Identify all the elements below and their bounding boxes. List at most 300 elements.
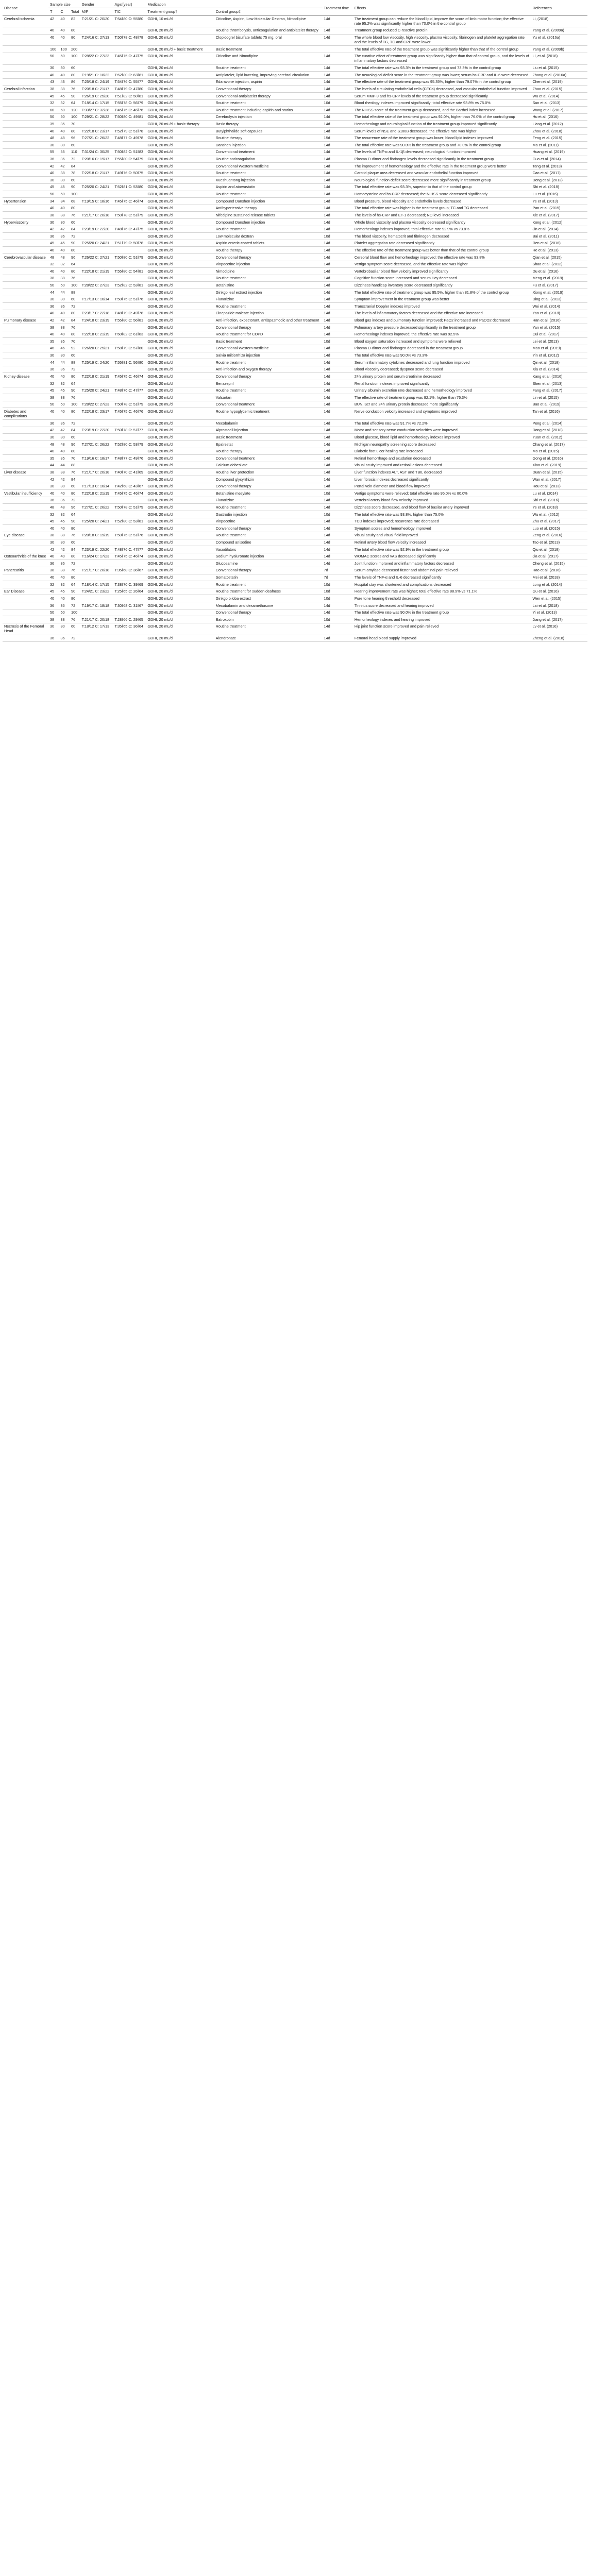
c-count-cell: 36 — [59, 233, 70, 240]
total-cell: 84 — [70, 427, 80, 434]
treatment-time-cell: 14d — [323, 359, 353, 366]
age-range-cell — [113, 121, 146, 128]
sex-ratio-cell: T:24/16 C: 27/13 — [80, 34, 113, 46]
table-row — [3, 275, 587, 282]
sex-ratio-cell — [80, 476, 113, 483]
age-range-cell: T:54‖76 C: 55‖77 — [113, 78, 146, 86]
control-group-cell: Valsartan — [214, 394, 323, 401]
reference-cell: Qian et al. (2015) — [531, 254, 587, 261]
c-count-cell: 38 — [59, 212, 70, 219]
reference-cell: Kong et al. (2012) — [531, 219, 587, 226]
control-group-cell: Gastrodin injection — [214, 511, 323, 518]
sex-ratio-cell: T:17/13 C: 16/14 — [80, 296, 113, 303]
age-range-cell — [113, 380, 146, 387]
age-range-cell: T:42‖68 C: 43‖67 — [113, 483, 146, 490]
sex-ratio-cell: T:27/21 C: 26/22 — [80, 504, 113, 511]
sex-ratio-cell — [80, 366, 113, 373]
control-group-cell: Glucosamine — [214, 560, 323, 567]
total-cell: 100 — [70, 53, 80, 64]
reference-cell: Qin et al. (2018) — [531, 359, 587, 366]
t-count-cell: 36 — [48, 602, 59, 609]
c-count-cell: 40 — [59, 525, 70, 532]
age-range-cell — [113, 352, 146, 359]
total-cell: 88 — [70, 462, 80, 469]
age-range-cell: T:45‖75 C: 46‖74 — [113, 373, 146, 380]
t-count-cell: 42 — [48, 546, 59, 553]
reference-cell: Xia et al. (2014) — [531, 366, 587, 373]
control-group-cell: Anti-infection and oxygen therapy — [214, 366, 323, 373]
sex-ratio-cell — [80, 324, 113, 331]
treatment-time-cell: 14d — [323, 497, 353, 504]
total-cell: 84 — [70, 226, 80, 233]
table-row — [3, 401, 587, 408]
age-range-cell: T:40‖70 C: 41‖69 — [113, 469, 146, 476]
total-cell: 64 — [70, 511, 80, 518]
disease-cell — [3, 93, 48, 100]
control-group-cell: Routine treatment — [214, 64, 323, 72]
disease-cell — [3, 359, 48, 366]
sex-ratio-cell: T:25/19 C: 24/20 — [80, 359, 113, 366]
reference-cell: Lei et al. (2013) — [531, 338, 587, 345]
table-row — [3, 539, 587, 546]
treatment-group-cell: GDHI, 20 mL/d — [146, 441, 214, 448]
treatment-time-cell: 14d — [323, 504, 353, 511]
disease-cell — [3, 401, 48, 408]
treatment-time-cell: 15d — [323, 134, 353, 142]
treatment-group-cell: GDHI, 20 mL/d — [146, 366, 214, 373]
t-count-cell: 30 — [48, 142, 59, 149]
t-count-cell: 48 — [48, 441, 59, 448]
disease-cell: Cerebral ischemia — [3, 15, 48, 27]
treatment-time-cell: 14d — [323, 553, 353, 560]
effects-cell: Renal function indexes improved significantly — [353, 380, 531, 387]
header-mf: M/F — [80, 8, 113, 15]
table-row — [3, 303, 587, 310]
treatment-group-cell: GDHI, 20 mL/d — [146, 387, 214, 394]
disease-cell: Cerebrovascular disease — [3, 254, 48, 261]
effects-cell: Vertigo symptoms were relieved; total effective rate 95.0% vs 80.0% — [353, 490, 531, 497]
c-count-cell: 45 — [59, 183, 70, 191]
t-count-cell: 30 — [48, 539, 59, 546]
effects-cell: The neurological deficit score in the treatment group was lower; serum hs-CRP and IL-6 were decreased — [353, 72, 531, 79]
treatment-time-cell: 14d — [323, 408, 353, 420]
table-row — [3, 469, 587, 476]
effects-cell: Serum inflammatory cytokines decreased and lung function improved — [353, 359, 531, 366]
sex-ratio-cell: T:25/20 C: 24/21 — [80, 387, 113, 394]
effects-cell: Blood viscosity decreased; dyspnea score decreased — [353, 366, 531, 373]
reference-cell: Tang et al. (2013) — [531, 163, 587, 170]
table-row — [3, 289, 587, 296]
age-range-cell — [113, 560, 146, 567]
t-count-cell: 30 — [48, 64, 59, 72]
sex-ratio-cell: T:18/14 C: 17/15 — [80, 99, 113, 107]
c-count-cell: 45 — [59, 240, 70, 247]
age-range-cell — [113, 462, 146, 469]
effects-cell: The total effective rate was 93.3% in the treatment group and 73.3% in the control group — [353, 64, 531, 72]
t-count-cell: 48 — [48, 254, 59, 261]
age-range-cell: T:35‖65 C: 36‖64 — [113, 623, 146, 635]
control-group-cell: Conventional treatment — [214, 148, 323, 156]
total-cell: 64 — [70, 581, 80, 588]
table-row — [3, 128, 587, 135]
sex-ratio-cell: T:26/20 C: 25/21 — [80, 345, 113, 352]
control-group-cell: Low molecular dextran — [214, 233, 323, 240]
age-range-cell — [113, 142, 146, 149]
effects-cell: Hip joint function score improved and pain relieved — [353, 623, 531, 635]
reference-cell: Luo et al. (2015) — [531, 525, 587, 532]
disease-cell: Vestibular insufficiency — [3, 490, 48, 497]
c-count-cell: 30 — [59, 219, 70, 226]
disease-cell — [3, 387, 48, 394]
t-count-cell: 42 — [48, 427, 59, 434]
t-count-cell: 42 — [48, 163, 59, 170]
treatment-group-cell: GDHI, 20 mL/d — [146, 296, 214, 303]
age-range-cell: T:62‖80 C: 63‖81 — [113, 72, 146, 79]
total-cell: 60 — [70, 177, 80, 184]
header-gender: Gender — [80, 0, 113, 8]
reference-cell: Shi et al. (2018) — [531, 183, 587, 191]
sex-ratio-cell — [80, 219, 113, 226]
c-count-cell: 40 — [59, 15, 70, 27]
treatment-group-cell: GDHI, 20 mL/d — [146, 462, 214, 469]
c-count-cell: 50 — [59, 113, 70, 121]
disease-cell — [3, 128, 48, 135]
sex-ratio-cell — [80, 539, 113, 546]
disease-cell — [3, 476, 48, 483]
c-count-cell: 50 — [59, 609, 70, 616]
reference-cell: Yuan et al. (2012) — [531, 434, 587, 441]
effects-cell: Vertigo symptom score decreased, and the effective rate was higher — [353, 261, 531, 268]
t-count-cell: 40 — [48, 170, 59, 177]
table-row — [3, 156, 587, 163]
total-cell: 78 — [70, 170, 80, 177]
t-count-cell: 43 — [48, 78, 59, 86]
sex-ratio-cell: T:25/20 C: 24/21 — [80, 240, 113, 247]
disease-cell — [3, 338, 48, 345]
age-range-cell: T:50‖75 C: 51‖76 — [113, 532, 146, 539]
age-range-cell: T:50‖78 C: 51‖79 — [113, 504, 146, 511]
treatment-time-cell: 14d — [323, 455, 353, 462]
effects-cell: Blood rheology indexes improved significantly; total effective rate 93.8% vs 75.0% — [353, 99, 531, 107]
c-count-cell: 36 — [59, 602, 70, 609]
c-count-cell: 38 — [59, 616, 70, 623]
disease-cell — [3, 163, 48, 170]
t-count-cell: 45 — [48, 588, 59, 595]
disease-cell — [3, 27, 48, 34]
total-cell: 110 — [70, 148, 80, 156]
total-cell: 72 — [70, 366, 80, 373]
effects-cell: The levels of inflammatory factors decreased and the effective rate increased — [353, 310, 531, 317]
table-row — [3, 296, 587, 303]
sex-ratio-cell: T:24/21 C: 23/22 — [80, 588, 113, 595]
header-age: Age/(year) — [113, 0, 146, 8]
total-cell: 76 — [70, 469, 80, 476]
sex-ratio-cell — [80, 163, 113, 170]
control-group-cell: Salvia miltiorrhiza injection — [214, 352, 323, 359]
control-group-cell: Cerebrolysin injection — [214, 113, 323, 121]
table-row — [3, 27, 587, 34]
control-group-cell: Betahistine mesylate — [214, 490, 323, 497]
sex-ratio-cell: T:28/22 C: 27/23 — [80, 282, 113, 289]
age-range-cell: T:45‖75 C: 46‖74 — [113, 490, 146, 497]
effects-cell: Dizziness handicap inventory score decreased significantly — [353, 282, 531, 289]
age-range-cell: T:52‖82 C: 53‖81 — [113, 282, 146, 289]
disease-cell — [3, 324, 48, 331]
total-cell: 80 — [70, 128, 80, 135]
age-range-cell — [113, 303, 146, 310]
t-count-cell: 100 — [48, 46, 59, 53]
t-count-cell: 36 — [48, 497, 59, 504]
table-row — [3, 380, 587, 387]
disease-cell — [3, 331, 48, 338]
control-group-cell: Conventional therapy — [214, 324, 323, 331]
c-count-cell: 34 — [59, 198, 70, 205]
age-range-cell — [113, 289, 146, 296]
treatment-time-cell: 14d — [323, 623, 353, 635]
age-range-cell — [113, 595, 146, 602]
c-count-cell: 48 — [59, 441, 70, 448]
t-count-cell: 46 — [48, 345, 59, 352]
c-count-cell: 44 — [59, 359, 70, 366]
total-cell: 80 — [70, 247, 80, 254]
effects-cell: Whole blood viscosity and plasma viscosity decreased significantly — [353, 219, 531, 226]
age-range-cell — [113, 525, 146, 532]
effects-cell: The recurrence rate of the treatment group was lower; blood lipid indexes improved — [353, 134, 531, 142]
effects-cell: Pulmonary artery pressure decreased significantly in the treatment group — [353, 324, 531, 331]
treatment-time-cell: 14d — [323, 448, 353, 455]
treatment-time-cell: 14d — [323, 303, 353, 310]
reference-cell: Fang et al. (2017) — [531, 387, 587, 394]
total-cell: 72 — [70, 420, 80, 427]
effects-cell: Urinary albumin excretion rate decreased and hemorheology improved — [353, 387, 531, 394]
sex-ratio-cell — [80, 352, 113, 359]
c-count-cell: 42 — [59, 546, 70, 553]
age-range-cell: T:48‖76 C: 47‖77 — [113, 546, 146, 553]
disease-cell: Ear Disease — [3, 588, 48, 595]
reference-cell: Ye et al. (2013) — [531, 198, 587, 205]
treatment-time-cell: 14d — [323, 191, 353, 198]
table-row — [3, 546, 587, 553]
total-cell: 80 — [70, 72, 80, 79]
sex-ratio-cell: T:33/27 C: 32/28 — [80, 107, 113, 114]
reference-cell: Hu et al. (2016) — [531, 113, 587, 121]
treatment-group-cell: GDHI, 20 mL/d — [146, 581, 214, 588]
treatment-group-cell: GDHI, 20 mL/d — [146, 148, 214, 156]
sex-ratio-cell — [80, 289, 113, 296]
reference-cell: Cui et al. (2017) — [531, 331, 587, 338]
effects-cell: The total effective rate was 90.0% in the treatment group and 70.0% in the control group — [353, 142, 531, 149]
treatment-group-cell: GDHI, 30 mL/d — [146, 99, 214, 107]
sex-ratio-cell — [80, 142, 113, 149]
c-count-cell: 40 — [59, 331, 70, 338]
t-count-cell: 40 — [48, 72, 59, 79]
age-range-cell — [113, 338, 146, 345]
sex-ratio-cell — [80, 497, 113, 504]
control-group-cell: Butylphthalide soft capsules — [214, 128, 323, 135]
treatment-group-cell: GDHI, 20 mL/d — [146, 317, 214, 324]
control-group-cell: Routine treatment — [214, 99, 323, 107]
reference-cell: Shi et al. (2016) — [531, 497, 587, 504]
sex-ratio-cell: T:28/22 C: 27/23 — [80, 401, 113, 408]
disease-cell — [3, 142, 48, 149]
table-row — [3, 553, 587, 560]
c-count-cell: 42 — [59, 226, 70, 233]
sex-ratio-cell: T:20/16 C: 19/17 — [80, 156, 113, 163]
total-cell: 72 — [70, 303, 80, 310]
treatment-group-cell: GDHI, 20 mL/d — [146, 635, 214, 642]
c-count-cell: 55 — [59, 148, 70, 156]
total-cell: 60 — [70, 434, 80, 441]
disease-cell — [3, 72, 48, 79]
disease-cell: Kidney disease — [3, 373, 48, 380]
treatment-group-cell: GDHI, 20 mL/d — [146, 93, 214, 100]
treatment-time-cell: 14d — [323, 373, 353, 380]
reference-cell: Han et al. (2016) — [531, 317, 587, 324]
t-count-cell: 30 — [48, 177, 59, 184]
control-group-cell: Routine treatment — [214, 623, 323, 635]
sex-ratio-cell: T:21/17 C: 20/18 — [80, 212, 113, 219]
reference-cell: Deng et al. (2012) — [531, 177, 587, 184]
effects-cell: The improvement of hemorheology and the effective rate in the treatment group were better — [353, 163, 531, 170]
age-range-cell — [113, 191, 146, 198]
c-count-cell: 42 — [59, 317, 70, 324]
reference-cell: Tao et al. (2013) — [531, 539, 587, 546]
sex-ratio-cell: T:22/18 C: 21/17 — [80, 170, 113, 177]
disease-cell — [3, 560, 48, 567]
treatment-group-cell: GDHI, 20 mL/d — [146, 476, 214, 483]
table-row — [3, 462, 587, 469]
reference-cell: Wang et al. (2017) — [531, 107, 587, 114]
disease-cell — [3, 574, 48, 581]
total-cell: 96 — [70, 504, 80, 511]
table-row — [3, 434, 587, 441]
t-count-cell: 38 — [48, 532, 59, 539]
treatment-group-cell: GDHI, 20 mL/d — [146, 78, 214, 86]
treatment-time-cell: 14d — [323, 518, 353, 525]
sex-ratio-cell: T:29/21 C: 28/22 — [80, 113, 113, 121]
t-count-cell: 36 — [48, 560, 59, 567]
disease-cell — [3, 616, 48, 623]
sex-ratio-cell: T:17/13 C: 16/14 — [80, 483, 113, 490]
treatment-time-cell: 14d — [323, 212, 353, 219]
t-count-cell: 45 — [48, 183, 59, 191]
treatment-time-cell: 10d — [323, 511, 353, 518]
total-cell: 86 — [70, 78, 80, 86]
total-cell: 80 — [70, 553, 80, 560]
treatment-time-cell: 14d — [323, 324, 353, 331]
reference-cell: Mao et al. (2019) — [531, 345, 587, 352]
age-range-cell — [113, 275, 146, 282]
table-row — [3, 455, 587, 462]
disease-cell — [3, 434, 48, 441]
header-disease: Disease — [3, 0, 48, 15]
treatment-time-cell: 14d — [323, 310, 353, 317]
treatment-time-cell: 14d — [323, 93, 353, 100]
age-range-cell: T:48‖77 C: 49‖78 — [113, 134, 146, 142]
control-group-cell: Routine therapy — [214, 247, 323, 254]
table-row — [3, 93, 587, 100]
treatment-time-cell: 10d — [323, 595, 353, 602]
control-group-cell: Sodium hyaluronate injection — [214, 553, 323, 560]
age-range-cell: T:48‖79 C: 49‖78 — [113, 310, 146, 317]
table-row — [3, 226, 587, 233]
t-count-cell: 36 — [48, 233, 59, 240]
age-range-cell: T:35‖68 C: 36‖67 — [113, 567, 146, 574]
effects-cell: Cerebral blood flow and hemorheology improved; the effective rate was 93.8% — [353, 254, 531, 261]
t-count-cell: 42 — [48, 226, 59, 233]
table-row — [3, 595, 587, 602]
treatment-group-cell: GDHI, 20 mL/d — [146, 511, 214, 518]
table-row — [3, 317, 587, 324]
age-range-cell — [113, 46, 146, 53]
control-group-cell: Conventional therapy — [214, 483, 323, 490]
disease-cell — [3, 310, 48, 317]
disease-cell: Hyperviscosity — [3, 219, 48, 226]
c-count-cell: 36 — [59, 303, 70, 310]
effects-cell: Plasma D-dimer and fibrinogen levels decreased significantly in the treatment group — [353, 156, 531, 163]
table-row — [3, 142, 587, 149]
table-row — [3, 310, 587, 317]
c-count-cell: 30 — [59, 142, 70, 149]
reference-cell: Lin et al. (2015) — [531, 394, 587, 401]
effects-cell: Hemorheology indexes improved; the effective rate was 92.5% — [353, 331, 531, 338]
sex-ratio-cell: T:19/21 C: 18/22 — [80, 72, 113, 79]
disease-cell: Diabetes and complications — [3, 408, 48, 420]
disease-cell — [3, 275, 48, 282]
treatment-group-cell: GDHI, 20 mL/d — [146, 455, 214, 462]
total-cell: 80 — [70, 205, 80, 212]
sex-ratio-cell — [80, 525, 113, 532]
t-count-cell: 32 — [48, 511, 59, 518]
total-cell: 70 — [70, 121, 80, 128]
disease-cell — [3, 525, 48, 532]
table-row — [3, 324, 587, 331]
control-group-cell: Conventional therapy — [214, 567, 323, 574]
t-count-cell: 32 — [48, 380, 59, 387]
c-count-cell: 32 — [59, 99, 70, 107]
disease-cell — [3, 113, 48, 121]
treatment-time-cell: 14d — [323, 434, 353, 441]
t-count-cell: 40 — [48, 310, 59, 317]
effects-cell: The levels of circulating endothelial cells (CECs) decreased, and vascular endothelial function improved — [353, 86, 531, 93]
age-range-cell: T:52‖80 C: 53‖79 — [113, 441, 146, 448]
treatment-group-cell: GDHI, 20 mL/d — [146, 212, 214, 219]
treatment-time-cell: 14d — [323, 247, 353, 254]
table-row — [3, 408, 587, 420]
total-cell: 84 — [70, 317, 80, 324]
treatment-group-cell: GDHI, 20 mL/d — [146, 497, 214, 504]
disease-cell — [3, 609, 48, 616]
treatment-group-cell: GDHI, 20 mL/d — [146, 128, 214, 135]
sex-ratio-cell: T:19/16 C: 18/17 — [80, 455, 113, 462]
treatment-group-cell: GDHI, 20 mL/d — [146, 205, 214, 212]
control-group-cell: Citicoline, Aspirin, Low Molecular Dextran, Nimodipine — [214, 15, 323, 27]
treatment-group-cell: GDHI, 20 mL/d — [146, 34, 214, 46]
reference-cell: Pan et al. (2015) — [531, 205, 587, 212]
sex-ratio-cell: T:22/18 C: 21/19 — [80, 373, 113, 380]
c-count-cell: 30 — [59, 296, 70, 303]
table-row — [3, 191, 587, 198]
t-count-cell: 32 — [48, 581, 59, 588]
control-group-cell: Vinpocetine — [214, 518, 323, 525]
disease-cell — [3, 518, 48, 525]
reference-cell: Meng et al. (2018) — [531, 275, 587, 282]
total-cell: 80 — [70, 490, 80, 497]
treatment-group-cell: GDHI, 20 mL/d — [146, 219, 214, 226]
c-count-cell: 40 — [59, 373, 70, 380]
effects-cell: The levels of TNF-α and IL-1β decreased; neurological function improved — [353, 148, 531, 156]
sex-ratio-cell — [80, 462, 113, 469]
